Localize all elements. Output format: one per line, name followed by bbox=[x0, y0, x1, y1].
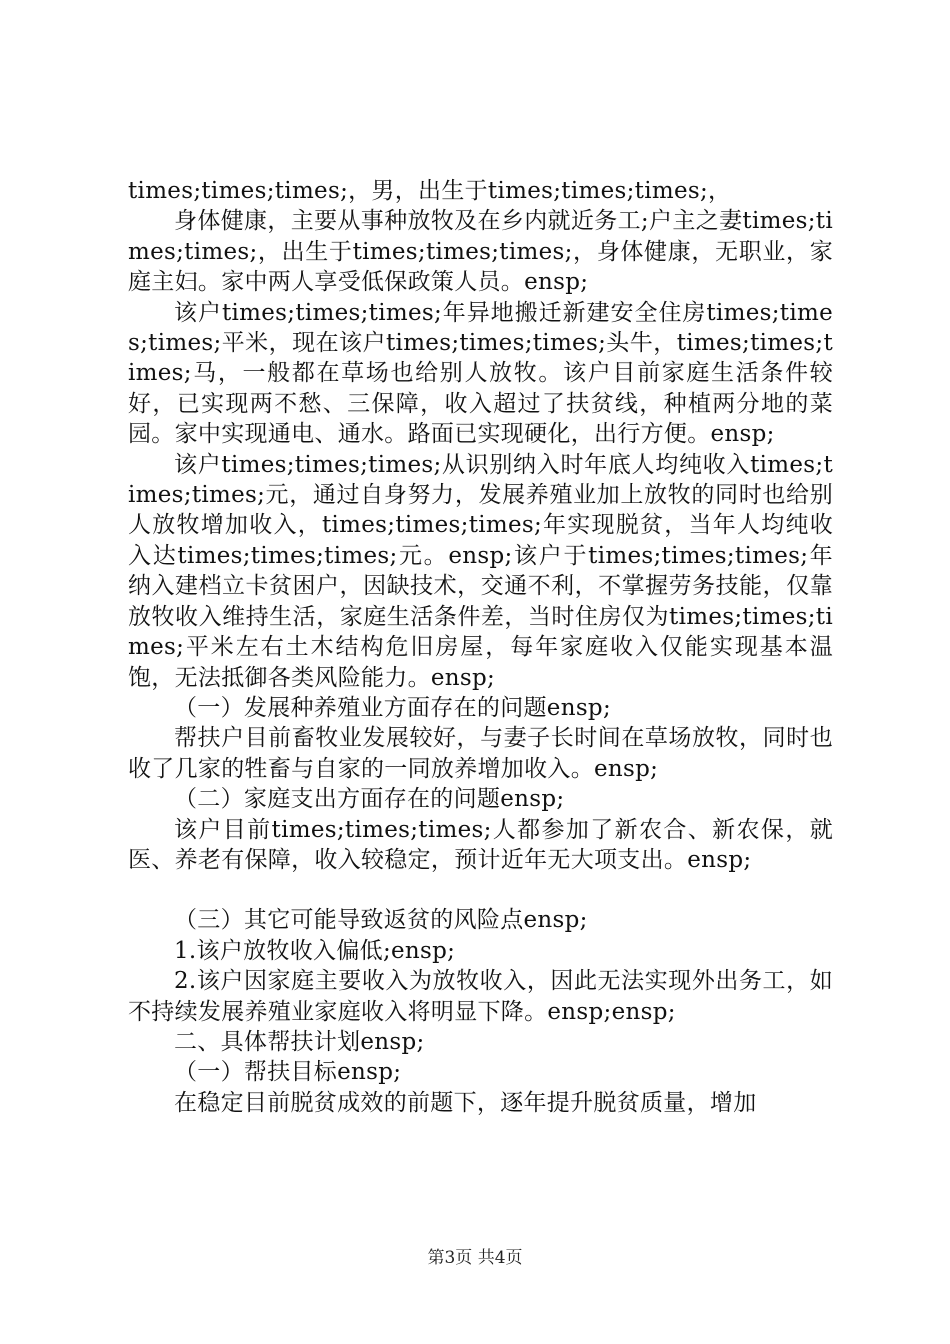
paragraph-farming-status: 帮扶户目前畜牧业发展较好，与妻子长时间在草场放牧，同时也收了几家的牲畜与自家的一同放养增加收入。ensp; bbox=[128, 725, 833, 782]
paragraph-health-family: 身体健康，主要从事种放牧及在乡内就近务工;户主之妻times;times;times;，出生于times;times;times;，身体健康，无职业，家庭主妇。家中两人享受低保政策人员。ensp; bbox=[128, 208, 833, 296]
paragraph-household-head: times;times;times;，男，出生于times;times;times;， bbox=[128, 178, 732, 204]
paragraph-housing-livestock: 该户times;times;times;年异地搬迁新建安全住房times;times;times;平米，现在该户times;times;times;头牛，times;times;times;马，一般都在草场也给别人放牧。该户目前家庭生活条件较好，已实现两不愁、三保障，收入超过了扶贫线，种植两分地的菜园。家中实现通电、通水。路面已实现硬化，出行方便。ensp; bbox=[128, 299, 833, 448]
paragraph-expense-status: 该户目前times;times;times;人都参加了新农合、新农保，就医、养老有保障，收入较稳定，预计近年无大项支出。ensp; bbox=[128, 816, 833, 873]
risk-point-2: 2.该户因家庭主要收入为放牧收入，因此无法实现外出务工，如不持续发展养殖业家庭收入将明显下降。ensp;ensp; bbox=[128, 968, 833, 1025]
heading-farming-issues: （一）发展种养殖业方面存在的问题ensp; bbox=[174, 694, 611, 721]
paragraph-income-history: 该户times;times;times;从识别纳入时年底人均纯收入times;times;times;元，通过自身努力，发展养殖业加上放牧的同时也给别人放牧增加收入，times;times;times;年实现脱贫，当年人均纯收入达times;times;times;元。ensp;该户于times;times;times;年纳入建档立卡贫困户，因缺技术，交通不利，不掌握劳务技能，仅靠放牧收入维持生活，家庭生活条件差，当时住房仅为times;times;times;平米左右土木结构危旧房屋，每年家庭收入仅能实现基本温饱，无法抵御各类风险能力。ensp; bbox=[128, 451, 833, 691]
heading-assistance-goal: （一）帮扶目标ensp; bbox=[174, 1059, 402, 1086]
paragraph-assistance-goal: 在稳定目前脱贫成效的前题下，逐年提升脱贫质量，增加 bbox=[174, 1089, 757, 1116]
page-footer: 第3页 共4页 bbox=[427, 1248, 523, 1268]
document-body bbox=[128, 176, 833, 1118]
heading-expense-issues: （二）家庭支出方面存在的问题ensp; bbox=[174, 786, 565, 813]
risk-point-1: 1.该户放牧收入偏低;ensp; bbox=[174, 937, 456, 964]
heading-risk-points: （三）其它可能导致返贫的风险点ensp; bbox=[174, 907, 588, 934]
heading-assistance-plan: 二、具体帮扶计划ensp; bbox=[174, 1028, 425, 1055]
